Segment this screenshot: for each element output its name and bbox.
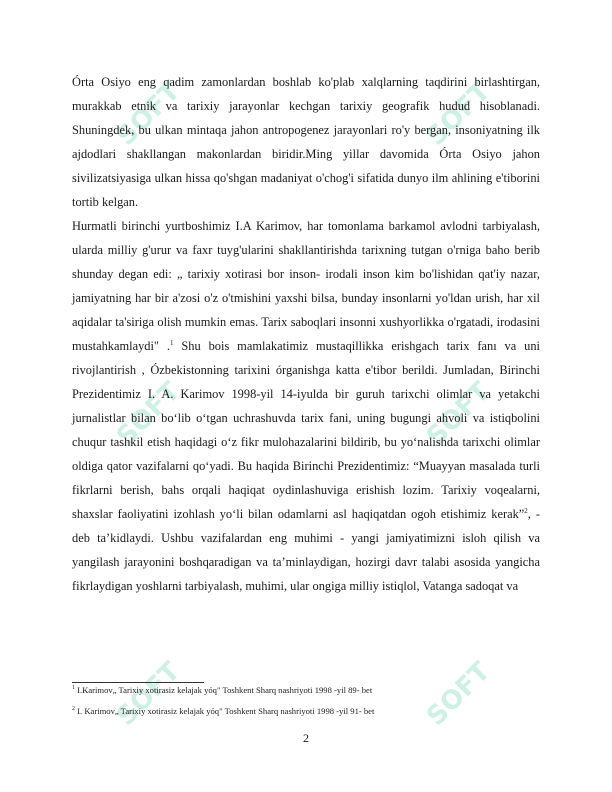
footnote: [72, 705, 540, 718]
footnote: [72, 684, 540, 697]
svg-text:SOFT: SOFT: [421, 376, 497, 452]
svg-text:SOFT: SOFT: [421, 656, 497, 732]
footnote-ref[interactable]: 2: [524, 506, 528, 515]
paragraph: [72, 214, 540, 598]
footnote-ref[interactable]: 1: [169, 338, 174, 347]
body-text: [72, 70, 540, 598]
footnotes: [72, 684, 540, 726]
footnote-number: 1: [72, 685, 75, 692]
svg-text:SOFT: SOFT: [421, 76, 497, 152]
page-number: 2: [303, 731, 309, 745]
paragraph-text: Hurmatli birinchi yurtboshimiz I.A Karimov, har tomonlama barkamol avlodni tarbiyalash, ularda milliy g'urur va faxr tuyg'ularini shakllantirishda tarixning tutgan o'rniga baho berib shunday degan edi: „ tarixiy xotirasi bor inson- irodali inson kim bo'lishidan qat'iy nazar, jamiyatning har bir a'zosi o'z o'tmishini yaxshi bilsa, bunday insonlarni yo'ldan urish, har xil aqidalar ta'siriga olish mumkin emas. Tarix saboqlari insonni xushyorlikka o'rgatadi, irodasini mustahkamlaydi" .: [72, 219, 540, 353]
footnote-text: I. Karimov„ Tarixiy xotirasiz kelajak yóq" Toshkent Sharq nashriyoti 1998 -yil 91- bet: [77, 706, 375, 716]
paragraph-text: Shu bois mamlakatimiz mustaqillikka erishgach tarix fanı va uni rivojlantirish , Ózbekistonning tarixini órganishga katta e'tibor berildi. Jumladan, Birinchi Prezidentimiz I. A. Karimov 1998-yil 14-iyulda bir guruh tarixchi olimlar va yetakchi jurnalistlar bilan bo‘lib o‘tgan uchrashuvda tarix fani, uning bugungi ahvoli va istiqbolini chuqur tashkil etish haqidagi o‘z fikr mulohazalarini bildirib, bu yo‘nalishda tarixchi olimlar oldiga qator vazifalarni qo‘yadi. Bu haqida Birinchi Prezidentimiz: “Muayyan masalada turli fikrlarni berish, bahs orqali haqiqat oydinlashuviga erishish lozim. Tarixiy voqealarni, shaxslar faoliyatini izohlash yo‘li bilan odamlarni asl haqiqatdan ogoh etishimiz kerak”: [72, 339, 540, 521]
paragraph-text: Órta Osiyo eng qadim zamonlardan boshlab ko'plab xalqlarning taqdirini birlashtirgan, murakkab etnik va tarixiy jarayonlar kechgan tarixiy geografik hudud hisoblanadi. Shuningdek, bu ulkan mintaqa jahon antropogenez jarayonlari ro'y bergan, insoniyatning ilk ajdodlari shakllangan makonlardan biridir.Ming yillar davomida Órta Osiyo jahon sivilizatsiyasiga ulkan hissa qo'shgan madaniyat o'chog'i sifatida dunyo ilm ahlining e'tiborini tortib kelgan.: [72, 75, 540, 209]
footnote-separator: [72, 682, 204, 683]
footnote-number: 2: [72, 706, 75, 713]
svg-text:SOFT: SOFT: [111, 76, 187, 152]
footnote-text: I.Karimov„ Tarixiy xotirasiz kelajak yóq" Toshkent Sharq nashriyoti 1998 -yil 89- bet: [77, 685, 373, 695]
svg-text:SOFT: SOFT: [111, 376, 187, 452]
paragraph-text: , - deb ta’kidlaydi. Ushbu vazifalardan eng muhimi - yangi jamiyatimizni isloh qilish va yangilash jarayonini boshqaradigan va ta’minlaydigan, hozirgi davr talabi asosida yangicha fikrlaydigan yoshlarni tarbiyalash, muhimi, ular ongiga milliy istiqlol, Vatanga sadoqat va: [72, 507, 540, 593]
svg-text:SOFT: SOFT: [111, 656, 187, 732]
paragraph: [72, 70, 540, 214]
